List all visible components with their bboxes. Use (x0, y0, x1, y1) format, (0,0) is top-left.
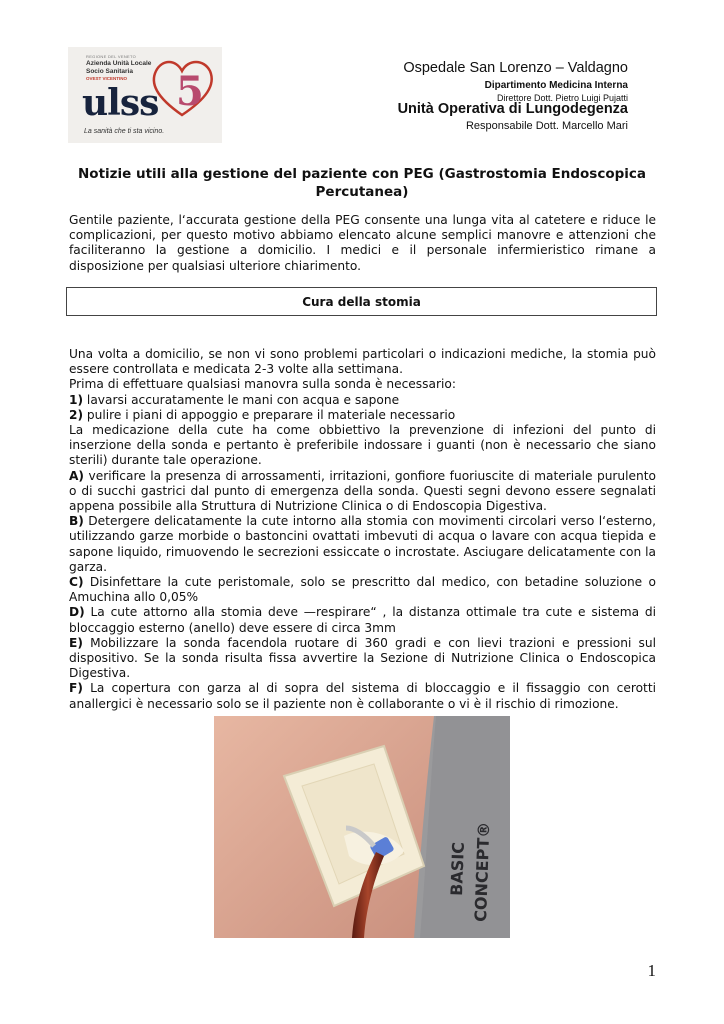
step-item (69, 636, 656, 682)
body-paragraph: Prima di effettuare qualsiasi manovra sulla sonda è necessario: (69, 377, 456, 392)
step-text: Disinfettare la cute peristomale, solo se prescritto dal medico, con betadine soluzione o Amuchina allo 0,05% (69, 575, 656, 605)
document-title: Notizie utili alla gestione del paziente con PEG (Gastrostomia Endoscopica Percutanea) (78, 166, 646, 200)
step-label: F) (69, 681, 83, 696)
step-item (69, 469, 656, 515)
logo-socio-text: Socio Sanitaria (86, 68, 133, 75)
step-label: B) (69, 514, 84, 529)
logo-number: 5 (176, 68, 204, 115)
step-item (69, 681, 656, 711)
department-name: Dipartimento Medicina Interna (484, 80, 628, 91)
shirt-text-basic: BASIC (447, 841, 468, 897)
section-heading-box (66, 287, 657, 316)
step-item (69, 408, 656, 423)
step-item (69, 514, 656, 575)
step-text: La copertura con garza al di sopra del sistema di bloccaggio e il fissaggio con cerotti anallergici è necessario solo se il paziente non è collaborante o vi è il rischio di rimozione. (69, 681, 656, 711)
step-text: Mobilizzare la sonda facendola ruotare di 360 gradi e con lievi trazioni e pressioni sul dispositivo. Se la sonda risulta fissa avvertire la Sezione di Nutrizione Clinica o Endoscopica Digestiva. (69, 635, 656, 681)
step-label: E) (69, 635, 83, 650)
step-label: C) (69, 575, 84, 590)
logo-region-text: REGIONE DEL VENETO (86, 54, 137, 59)
director-name: Direttore Dott. Pietro Luigi Pujatti (496, 93, 628, 103)
step-item (69, 575, 656, 605)
logo-ovest-text: OVEST VICENTINO (86, 76, 128, 81)
unit-name: Unità Operativa di Lungodegenza (397, 101, 628, 117)
body-paragraph: Una volta a domicilio, se non vi sono problemi particolari o indicazioni mediche, la stomia può essere controllata e medicata 2-3 volte alla settimana. (69, 347, 656, 377)
step-item (69, 605, 656, 635)
step-text: pulire i piani di appoggio e preparare il materiale necessario (83, 407, 456, 422)
stoma-care-instructions (69, 347, 656, 712)
logo-azienda-text: Azienda Unità Locale (86, 60, 152, 67)
shirt-text-concept: CONCEPT® (471, 821, 494, 923)
step-item (69, 393, 656, 408)
responsible-name: Responsabile Dott. Marcello Mari (465, 120, 628, 132)
step-text: La cute attorno alla stomia deve —respirare“ , la distanza ottimale tra cute e sistema di bloccaggio esterno (anello) deve essere di circa 3mm (69, 605, 656, 635)
step-text: lavarsi accuratamente le mani con acqua e sapone (83, 392, 400, 407)
step-text: Detergere delicatamente la cute intorno alla stomia con movimenti circolari verso l‘esterno, utilizzando garze morbide o bastoncini ovattati imbevuti di acqua o lavare con acqua tiepida e sapone liquido, rimuovendo le secrezioni essiccate o incrostate. Asciugare delicatamente con la garza. (69, 514, 656, 574)
logo-brand-text: ulss (82, 82, 159, 124)
logo-tagline: La sanità che ti sta vicino. (84, 128, 165, 135)
peg-dressing-photo (214, 716, 510, 938)
intro-paragraph: Gentile paziente, l‘accurata gestione della PEG consente una lunga vita al catetere e riduce le complicazioni, per questo motivo abbiamo elencato alcune semplici manovre e attenzioni che faciliteranno la gestione a domicilio. I medici e il personale infermieristico rimane a disposizione per qualsiasi ulteriore chiarimento. (69, 213, 656, 273)
step-text: verificare la presenza di arrossamenti, irritazioni, gonfiore fuoriuscite di materiale purulento o di succhi gastrici dal punto di emergenza della sonda. Questi segni devono essere segnalati appena possibile alla Struttura di Nutrizione Clinica o di Endoscopia Digestiva. (69, 468, 656, 514)
logo-heart-icon (146, 53, 218, 123)
step-label: 2) (69, 407, 84, 422)
ulss-logo (68, 47, 222, 143)
page-number: 1 (647, 961, 656, 980)
step-label: D) (69, 605, 85, 620)
hospital-name: Ospedale San Lorenzo – Valdagno (403, 60, 628, 76)
body-paragraph: La medicazione della cute ha come obbiettivo la prevenzione di infezioni del punto di inserzione della sonda e pertanto è preferibile indossare i guanti (non è necessario che siano sterili) durante tale operazione. (69, 423, 656, 468)
step-label: 1) (69, 392, 84, 407)
step-label: A) (69, 468, 85, 483)
section-title: Cura della stomia (302, 294, 421, 309)
